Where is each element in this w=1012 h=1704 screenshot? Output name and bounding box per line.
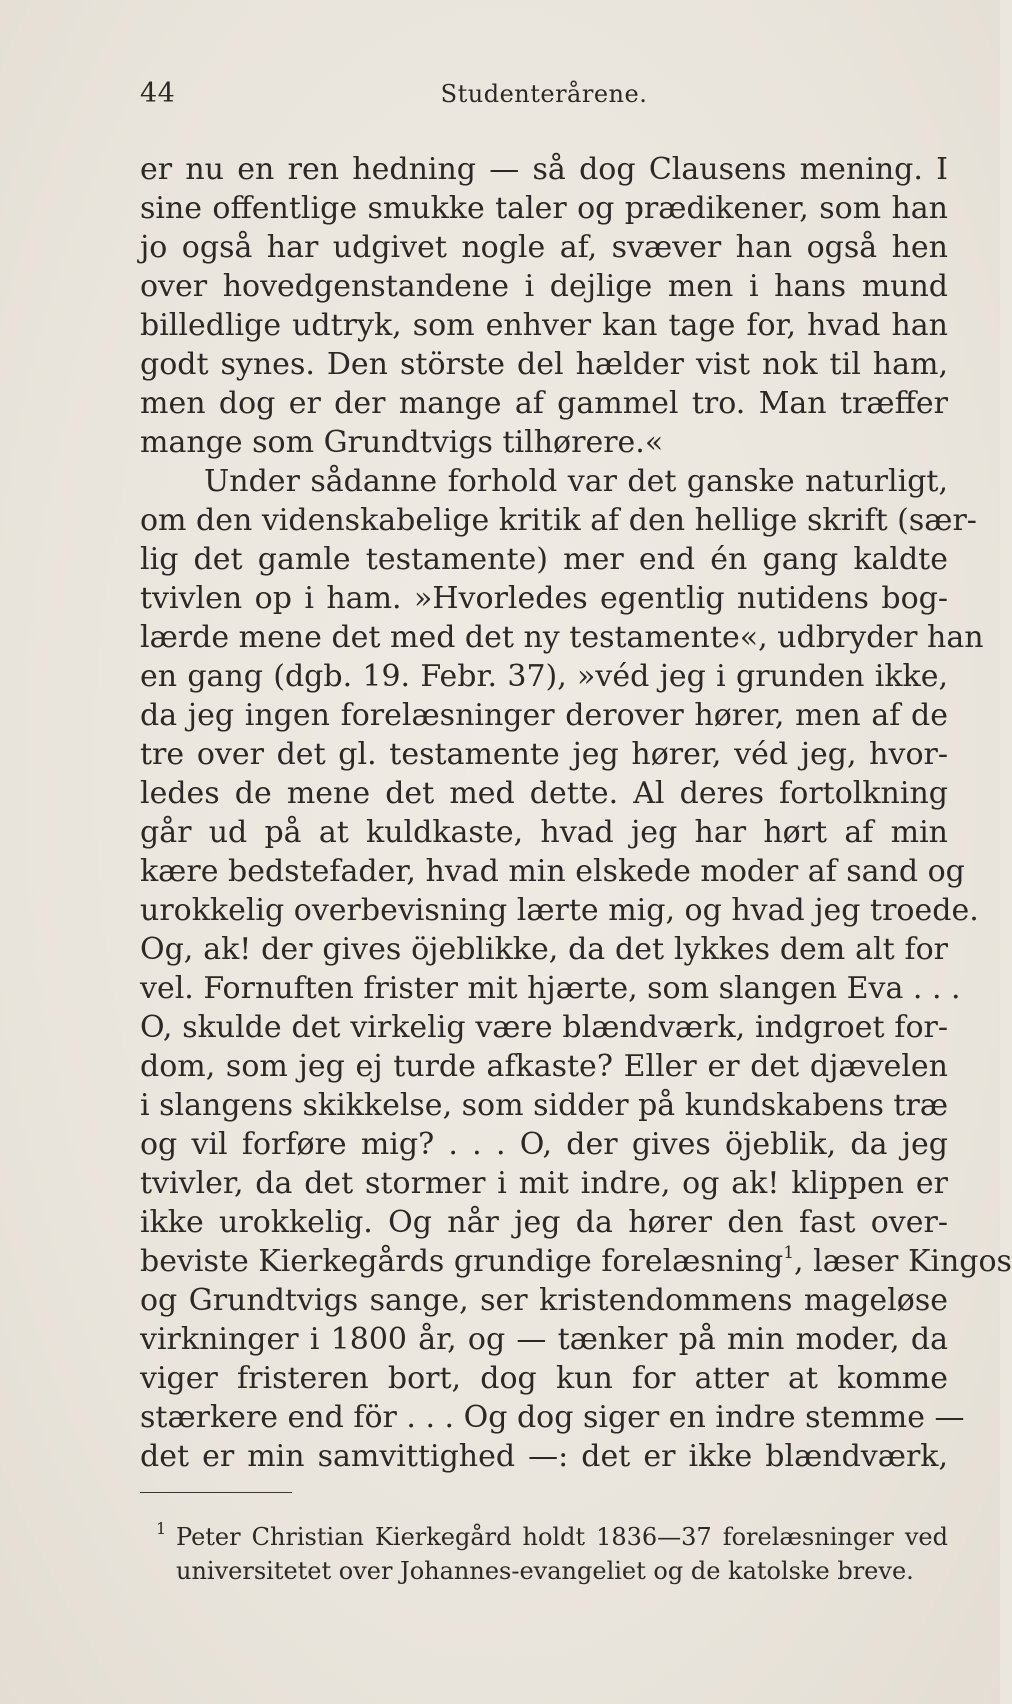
text-line: lærde mene det med det ny testamente«, udbryder han: [140, 620, 984, 655]
footnote-marker: 1: [156, 1519, 167, 1538]
body-text: [140, 150, 1012, 1476]
text-line: stærkere end för . . . Og dog siger en indre stemme —: [140, 1400, 965, 1435]
text-line: dom, som jeg ej turde afkaste? Eller er det djævelen: [140, 1049, 948, 1084]
text-line: lig det gamle testamente) mer end én gang kaldte: [140, 542, 948, 577]
footnote-text: Peter Christian Kierkegård holdt 1836—37 forelæsninger ved: [176, 1523, 948, 1551]
text-line: vel. Fornuften frister mit hjærte, som slangen Eva . . .: [140, 971, 961, 1006]
footnote-line: [156, 1519, 948, 1554]
text-line: mange som Grundtvigs tilhørere.«: [140, 425, 664, 460]
footnote-rule: [140, 1492, 292, 1493]
page-header: [140, 78, 948, 118]
text-line: Under sådanne forhold var det ganske naturligt,: [204, 464, 948, 499]
text-line: billedlige udtryk, som enhver kan tage for, hvad han: [140, 308, 948, 343]
text-line: og Grundtvigs sange, ser kristendommens mageløse: [140, 1283, 948, 1318]
text-line: om den videnskabelige kritik af den hellige skrift (sær-: [140, 503, 977, 538]
text-line: kære bedstefader, hvad min elskede moder af sand og: [140, 854, 965, 889]
text-line: det er min samvittighed —: det er ikke blændværk,: [140, 1439, 948, 1474]
text-line: urokkelig overbevisning lærte mig, og hvad jeg troede.: [140, 893, 979, 928]
text-line: Og, ak! der gives öjeblikke, da det lykkes dem alt for: [140, 932, 948, 967]
text-line: ikke urokkelig. Og når jeg da hører den fast over-: [140, 1205, 948, 1240]
text-line: ledes de mene det med dette. Al deres fortolkning: [140, 776, 948, 811]
text-line: tvivlen op i ham. »Hvorledes egentlig nutidens bog-: [140, 581, 948, 616]
text-segment: beviste Kierkegårds grundige forelæsning: [140, 1244, 784, 1279]
text-line: virkninger i 1800 år, og — tænker på min moder, da: [140, 1322, 948, 1357]
page-number: 44: [140, 78, 176, 109]
footnotes: [156, 1519, 948, 1588]
text-line: er nu en ren hedning — så dog Clausens mening. I: [140, 152, 948, 187]
text-line: jo også har udgivet nogle af, svæver han også hen: [140, 230, 948, 265]
text-line: og vil forføre mig? . . . O, der gives öjeblik, da jeg: [140, 1127, 948, 1162]
text-line: men dog er der mange af gammel tro. Man træffer: [140, 386, 948, 421]
footnote-line: universitetet over Johannes-evangeliet og de katolske breve.: [176, 1557, 914, 1585]
running-head: Studenterårene.: [440, 80, 648, 108]
text-line: O, skulde det virkelig være blændværk, indgroet for-: [140, 1010, 948, 1045]
text-line: over hovedgenstandene i dejlige men i hans mund: [140, 269, 948, 304]
text-line: tre over det gl. testamente jeg hører, véd jeg, hvor-: [140, 737, 948, 772]
text-segment: , læser Kingos: [794, 1244, 1012, 1279]
text-line: i slangens skikkelse, som sidder på kundskabens træ: [140, 1088, 949, 1123]
footnote-reference: 1: [783, 1243, 795, 1263]
text-line: går ud på at kuldkaste, hvad jeg har hørt af min: [140, 815, 948, 850]
text-line: viger fristeren bort, dog kun for atter at komme: [140, 1361, 948, 1396]
text-line: tvivler, da det stormer i mit indre, og ak! klippen er: [140, 1166, 948, 1201]
text-line: da jeg ingen forelæsninger derover hører, men af de: [140, 698, 948, 733]
text-line: en gang (dgb. 19. Febr. 37), »véd jeg i grunden ikke,: [140, 659, 948, 694]
text-line: sine offentlige smukke taler og prædikener, som han: [140, 191, 948, 226]
text-line-with-footnote-ref: [140, 1242, 1012, 1281]
text-line: godt synes. Den störste del hælder vist nok til ham,: [140, 347, 948, 382]
